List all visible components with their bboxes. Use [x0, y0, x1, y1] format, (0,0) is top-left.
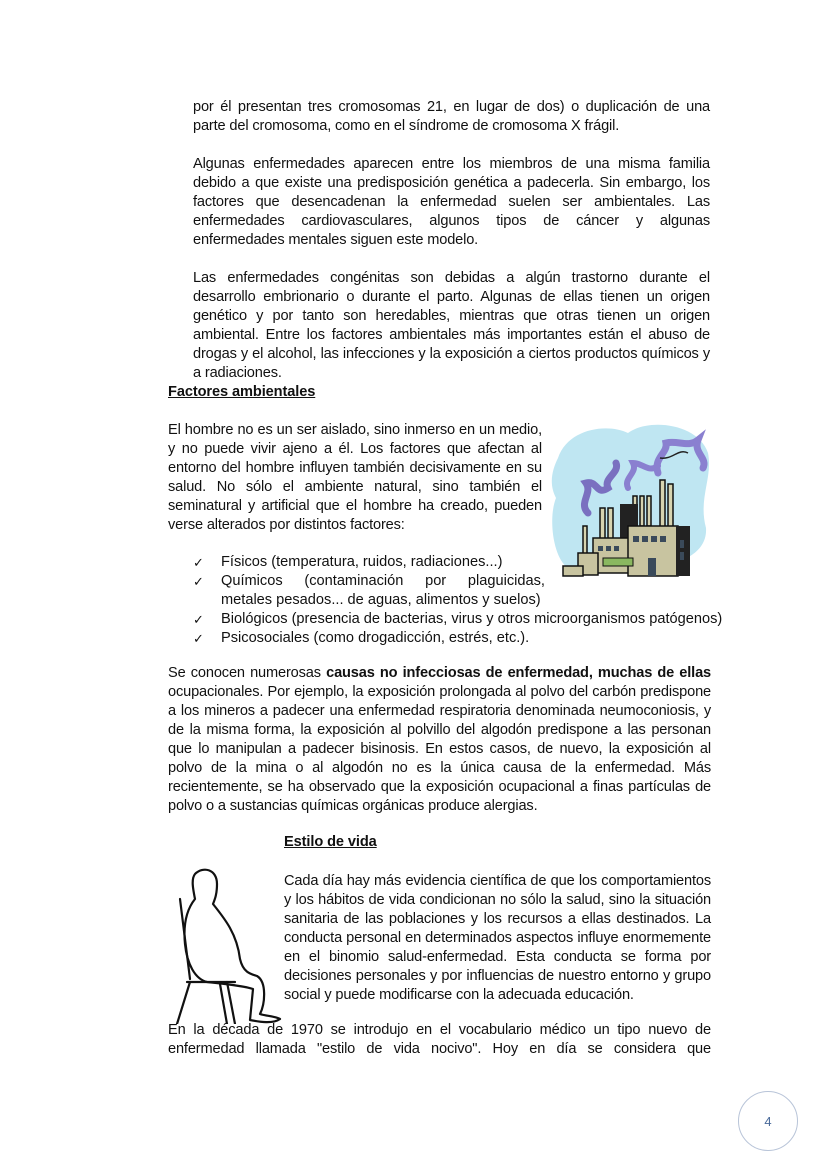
seated-person-image [165, 864, 285, 1024]
page-number: 4 [738, 1091, 798, 1151]
factor-list-item: ✓ Biológicos (presencia de bacterias, virus y otros microorganismos patógenos) [193, 611, 723, 627]
paragraph-congenitas: Las enfermedades congénitas son debidas a algún trastorno durante el desarrollo embrionario o durante el parto. Algunas de ellas tienen un origen genético y por tanto son heredables, mientras que otras tienen un origen ambiental. Entre los factores ambientales más importantes están el abuso de drogas y el alcohol, las infecciones y la exposición a ciertos productos químicos y a radiaciones. [193, 270, 710, 381]
paragraph-estilo-de-vida: Cada día hay más evidencia científica de que los comportamientos y los hábitos de vida condicionan no sólo la salud, sino la situación sanitaria de las poblaciones y los recursos a ellas destinados. La conducta personal en determinados aspectos influye enormemente en el binomio salud-enfermedad. Esta conducta se forma por decisiones personales y por influencias de nuestro entorno y grupo social y puede modificarse con la adecuada educación. [284, 873, 711, 1003]
paragraph-causas-no-infecciosas: Se conocen numerosas causas no infecciosas de enfermedad, muchas de ellas ocupacionales. Por ejemplo, la exposición prolongada al polvo del carbón predispone a los mineros a padecer una enfermedad respiratoria denominada neumoconiosis, y de la misma forma, la exposición al polvillo del algodón predispone a las personan que lo manipulan a padecer bisinosis. En estos casos, de nuevo, la exposición al polvo de la mina o al algodón no es la única causa de la enfermedad. Más recientemente, se ha observado que la exposición ocupacional a finas partículas de polvo o a sustancias químicas orgánicas produce alergias. [168, 665, 712, 814]
seated-person-icon [165, 864, 285, 1024]
bold-emphasis: causas no infecciosas de enfermedad, muchas de ellas [326, 665, 712, 681]
heading-estilo-de-vida: Estilo de vida [284, 834, 377, 850]
factory-icon [548, 418, 713, 583]
factory-image [548, 418, 713, 583]
checkmark-icon: ✓ [193, 574, 204, 589]
factor-list-item: ✓ Psicosociales (como drogadicción, estrés, etc.). [193, 630, 530, 646]
checkmark-icon: ✓ [193, 555, 204, 570]
paragraph-cromosomas: por él presentan tres cromosomas 21, en lugar de dos) o duplicación de una parte del cromosoma, como en el síndrome de cromosoma X frágil. [193, 99, 710, 134]
factor-list-item: ✓ Químicos (contaminación por plaguicidas, metales pesados... de aguas, alimentos y suelos) [193, 573, 545, 608]
heading-factores-ambientales: Factores ambientales [168, 384, 316, 400]
checkmark-icon: ✓ [193, 631, 204, 646]
factor-list [193, 553, 545, 610]
checkmark-icon: ✓ [193, 612, 204, 627]
factor-list-continued [193, 610, 733, 648]
paragraph-decada-1970: En la década de 1970 se introdujo en el vocabulario médico un tipo nuevo de enfermedad llamada "estilo de vida nocivo". Hoy en día se considera que [168, 1022, 711, 1057]
paragraph-hombre-medio: El hombre no es un ser aislado, sino inmerso en un medio, y no puede vivir ajeno a él. Los factores que afectan al entorno del hombre influyen también decisivamente en su salud. No sólo el ambiente natural, sino también el seminatural y artificial que el hombre ha creado, pueden verse alterados por distintos factores: [168, 422, 542, 533]
paragraph-predisposicion: Algunas enfermedades aparecen entre los miembros de una misma familia debido a que existe una predisposición genética a padecerla. Sin embargo, los factores que desencadenan la enfermedad suelen ser ambientales. Las enfermedades cardiovasculares, algunos tipos de cáncer y algunas enfermedades mentales siguen este modelo. [193, 156, 710, 248]
factor-list-item: ✓ Físicos (temperatura, ruidos, radiaciones...) [193, 554, 503, 570]
